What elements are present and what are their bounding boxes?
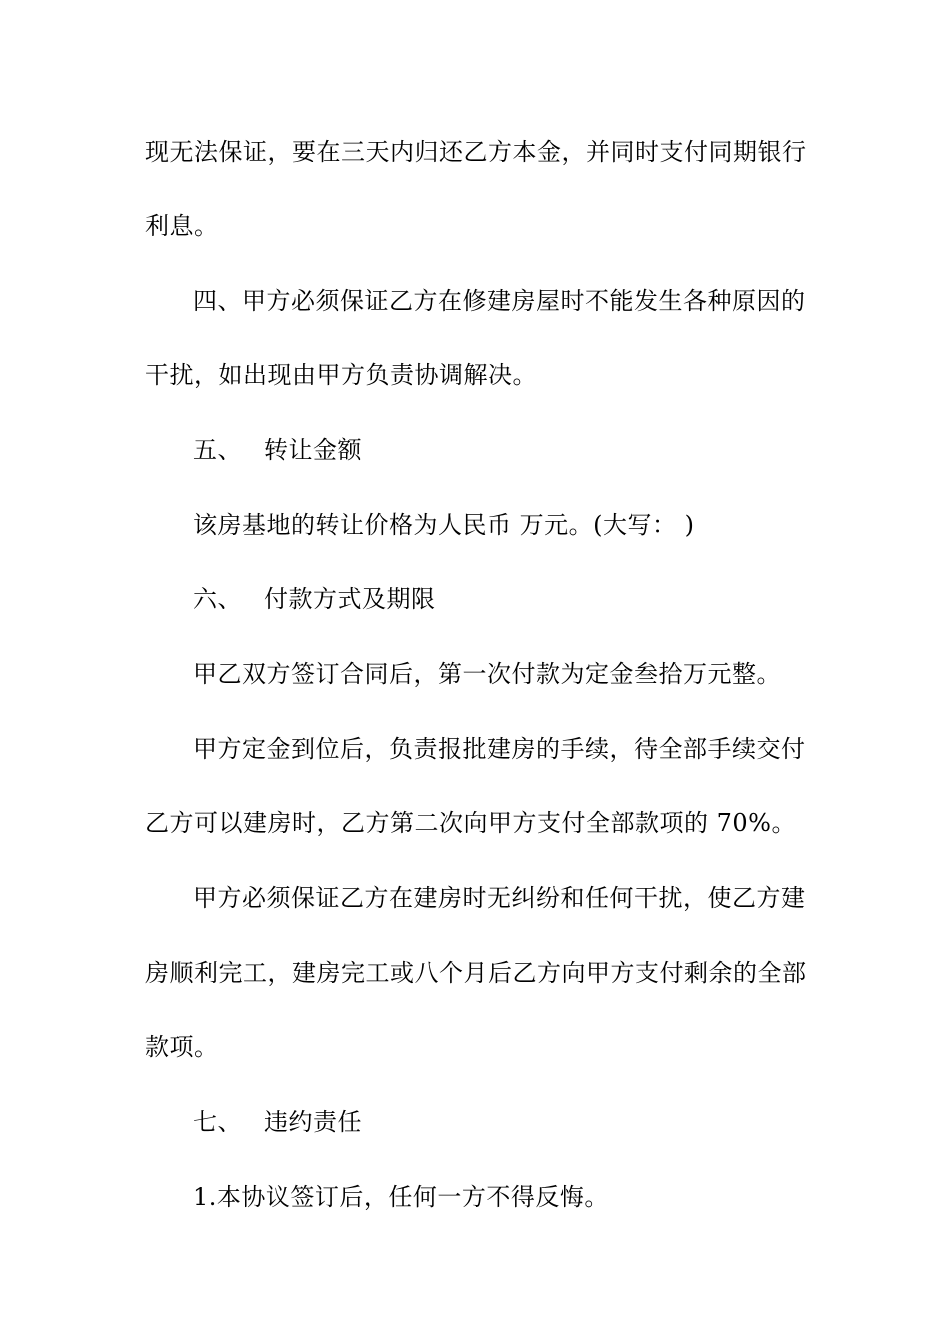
section-number: 五、 [193, 436, 242, 464]
section-heading [193, 1107, 362, 1137]
paragraph-line: 房顺利完工，建房完工或八个月后乙方向甲方支付剩余的全部 [145, 959, 807, 987]
section-number: 六、 [193, 585, 242, 613]
section-title: 违约责任 [264, 1108, 362, 1136]
section-title: 转让金额 [264, 436, 362, 464]
paragraph-line: 甲方必须保证乙方在建房时无纠纷和任何干扰，使乙方建 [193, 884, 806, 912]
paragraph-line: 甲方定金到位后，负责报批建房的手续，待全部手续交付 [193, 735, 806, 763]
paragraph-line: 甲乙双方签订合同后，第一次付款为定金叁拾万元整。 [193, 660, 781, 688]
paragraph-line: 款项。 [145, 1033, 219, 1061]
paragraph-line: 利息。 [145, 212, 219, 240]
paragraph-line: 乙方可以建房时，乙方第二次向甲方支付全部款项的 70%。 [145, 809, 796, 837]
section-heading [193, 435, 362, 465]
paragraph-line: 1.本协议签订后，任何一方不得反悔。 [193, 1183, 609, 1211]
paragraph-line: 四、甲方必须保证乙方在修建房屋时不能发生各种原因的 [193, 287, 806, 315]
section-number: 七、 [193, 1108, 242, 1136]
section-title: 付款方式及期限 [264, 585, 436, 613]
section-heading [193, 584, 436, 614]
paragraph-line: 该房基地的转让价格为人民币 万元。(大写： ) [193, 511, 695, 539]
paragraph-line: 干扰，如出现由甲方负责协调解决。 [145, 361, 537, 389]
paragraph-line: 现无法保证，要在三天内归还乙方本金，并同时支付同期银行 [145, 138, 807, 166]
